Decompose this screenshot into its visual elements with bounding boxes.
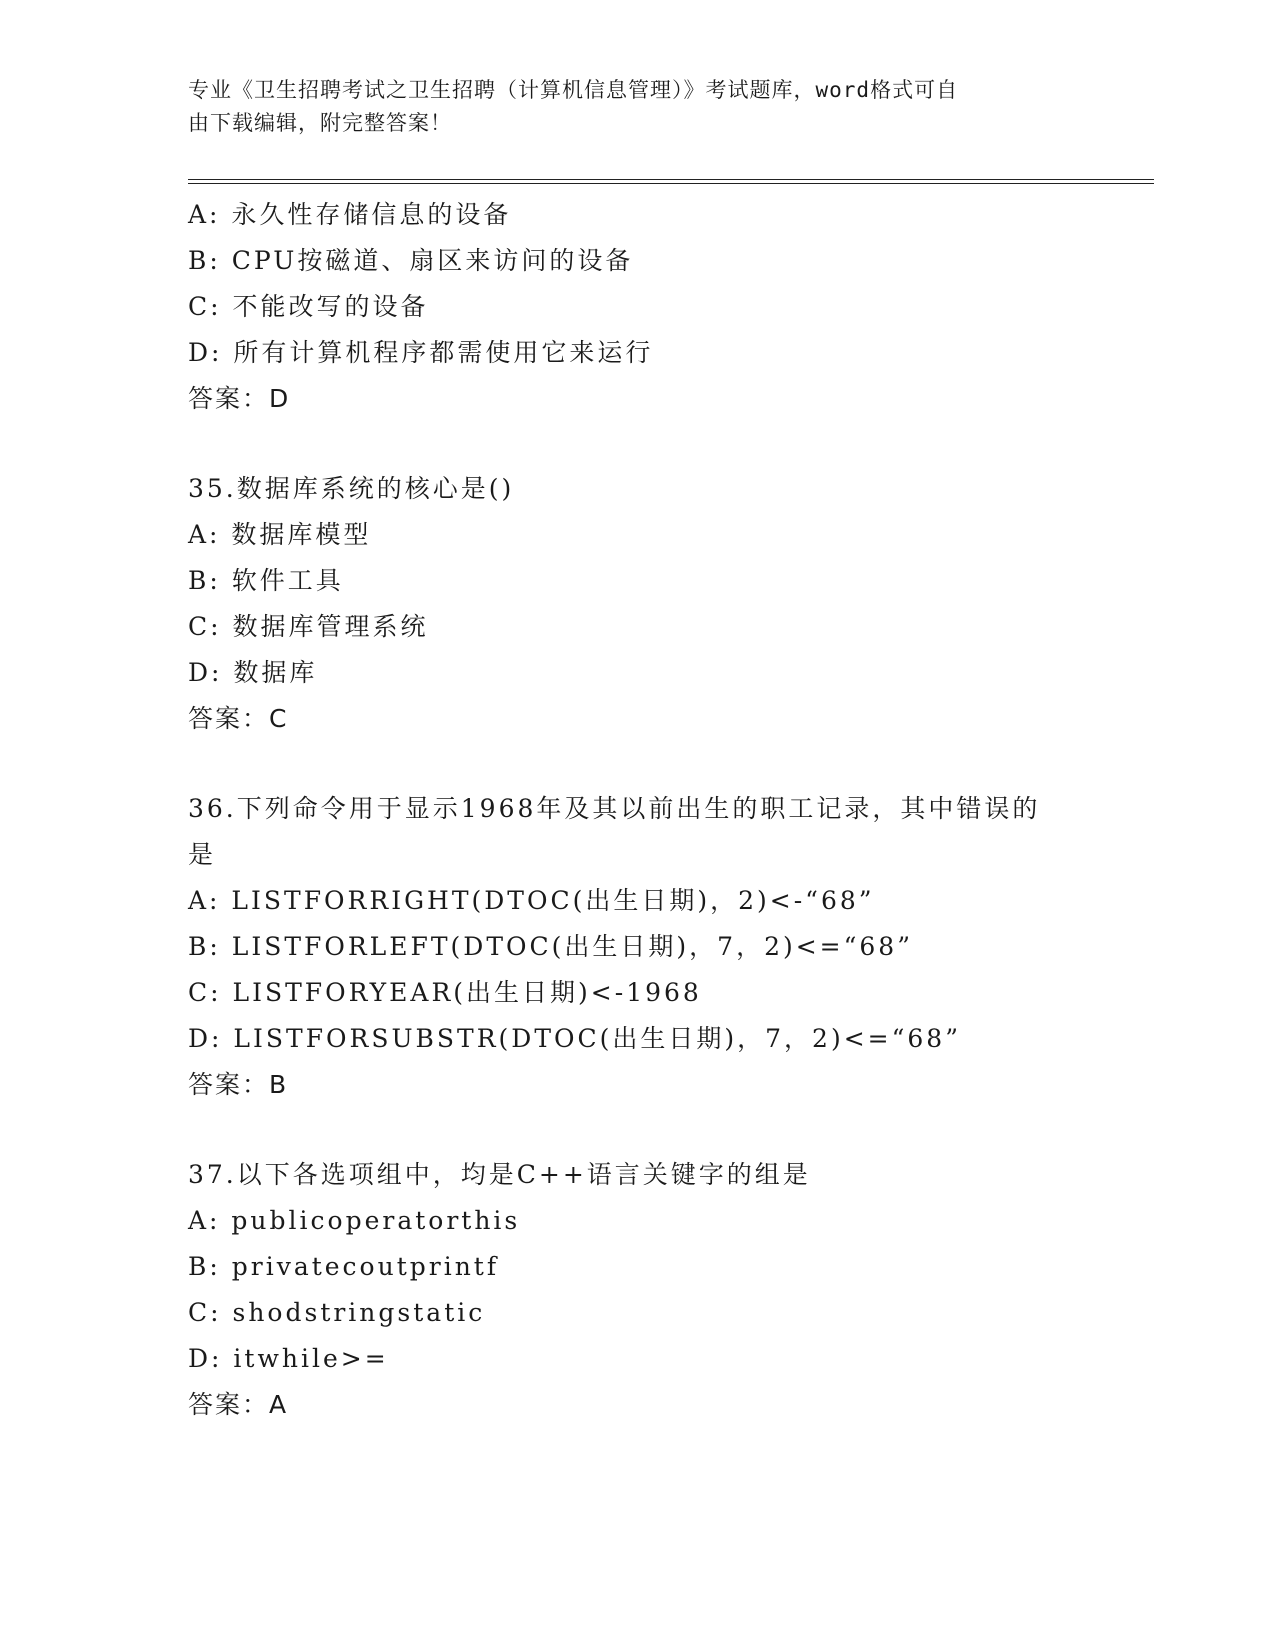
option-a: A: 永久性存储信息的设备 [188,200,512,229]
header-line-2: 由下载编辑，附完整答案！ [188,111,452,135]
option-d: D: 数据库 [188,658,318,687]
option-a: A: publicoperatorthis [188,1206,521,1235]
question-block-37 [188,1152,1148,1428]
option-a: A: LISTFORRIGHT(DTOC(出生日期)，2)<-“68” [188,886,875,915]
header-line-1: 专业《卫生招聘考试之卫生招聘（计算机信息管理）》考试题库，word格式可自 [188,78,959,102]
question-text-line-1: 36.下列命令用于显示1968年及其以前出生的职工记录，其中错误的 [188,794,1041,823]
answer-line: 答案：D [188,384,291,413]
question-block-34 [188,192,1148,422]
option-b: B: 软件工具 [188,566,344,595]
document-header [188,74,1088,140]
option-c: C: LISTFORYEAR(出生日期)<-1968 [188,978,702,1007]
answer-line: 答案：A [188,1390,289,1419]
spacer [188,1108,1148,1152]
question-text: 35.数据库系统的核心是() [188,474,515,503]
option-c: C: 不能改写的设备 [188,292,429,321]
option-c: C: 数据库管理系统 [188,612,429,641]
option-c: C: shodstringstatic [188,1298,486,1327]
question-text: 37.以下各选项组中，均是C++语言关键字的组是 [188,1160,811,1189]
header-divider-bottom [188,183,1154,184]
question-text-line-2: 是 [188,840,217,869]
spacer [188,422,1148,466]
question-list [188,192,1148,1428]
option-d: D: itwhile>= [188,1344,389,1373]
question-block-35 [188,466,1148,742]
spacer [188,742,1148,786]
answer-line: 答案：C [188,704,289,733]
option-a: A: 数据库模型 [188,520,372,549]
header-divider-top [188,179,1154,180]
option-b: B: privatecoutprintf [188,1252,500,1281]
option-b: B: LISTFORLEFT(DTOC(出生日期)，7，2)<=“68” [188,932,913,961]
answer-line: 答案：B [188,1070,289,1099]
question-block-36 [188,786,1148,1108]
option-b: B: CPU按磁道、扇区来访问的设备 [188,246,634,275]
option-d: D: 所有计算机程序都需使用它来运行 [188,338,654,367]
option-d: D: LISTFORSUBSTR(DTOC(出生日期)，7，2)<=“68” [188,1024,961,1053]
